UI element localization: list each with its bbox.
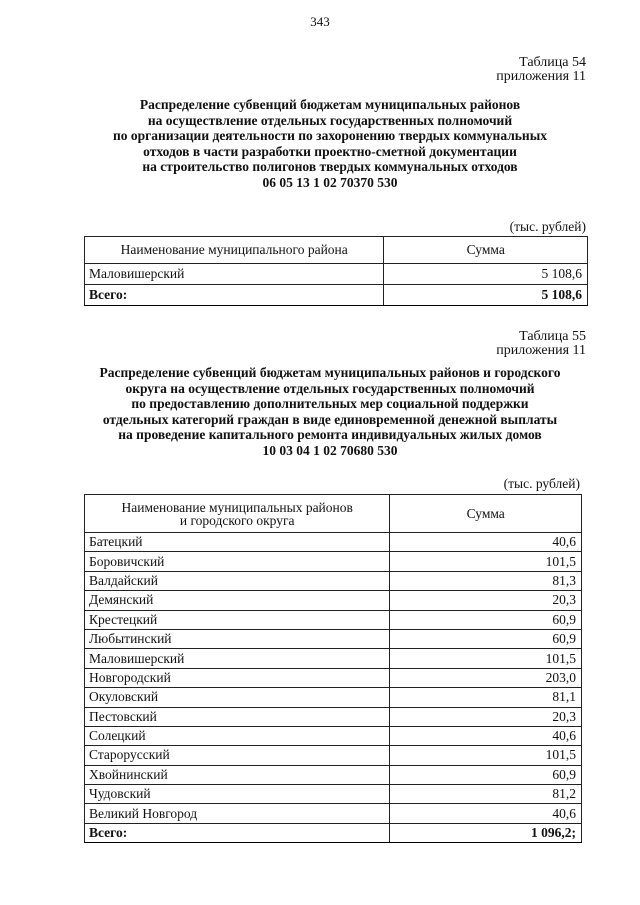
district-sum: 60,9 — [390, 629, 582, 648]
district-name: Боровичский — [85, 552, 390, 571]
title-line: отходов в части разработки проектно-сметной документации — [143, 143, 517, 159]
table-55-appendix: приложения 11 — [496, 343, 586, 358]
table-54-unit: (тыс. рублей) — [509, 219, 586, 234]
district-name: Чудовский — [85, 785, 390, 804]
district-sum: 20,3 — [390, 707, 582, 726]
table-row — [85, 629, 582, 648]
title-line: по организации деятельности по захоронению твердых коммунальных — [113, 128, 547, 144]
district-sum: 20,3 — [390, 591, 582, 610]
table-54 — [84, 236, 588, 306]
total-sum: 1 096,2; — [390, 823, 582, 842]
district-name: Любытинский — [85, 629, 390, 648]
header-name — [85, 495, 390, 533]
title-code: 10 03 04 1 02 70680 530 — [262, 442, 398, 458]
table-55-unit: (тыс. рублей) — [503, 476, 580, 491]
table-54-number: Таблица 54 — [519, 55, 586, 70]
district-sum: 60,9 — [390, 765, 582, 784]
table-54-appendix: приложения 11 — [496, 69, 586, 84]
table-row — [85, 765, 582, 784]
district-name: Маловишерский — [85, 264, 384, 285]
district-sum: 101,5 — [390, 746, 582, 765]
title-code: 06 05 13 1 02 70370 530 — [262, 174, 398, 190]
table-55-label — [496, 330, 586, 358]
district-name: Батецкий — [85, 533, 390, 552]
district-sum: 203,0 — [390, 668, 582, 687]
district-name: Хвойнинский — [85, 765, 390, 784]
header-name: Наименование муниципального района — [85, 237, 384, 264]
total-row — [85, 823, 582, 842]
district-sum: 60,9 — [390, 610, 582, 629]
total-sum: 5 108,6 — [384, 285, 588, 306]
title-line: Распределение субвенций бюджетам муниципальных районов и городского — [99, 365, 561, 380]
header-name-line: Наименование муниципальных районов — [121, 499, 353, 515]
district-name: Новгородский — [85, 668, 390, 687]
table-row — [85, 571, 582, 590]
page-number: 343 — [310, 14, 330, 29]
title-line: на строительство полигонов твердых коммунальных отходов — [142, 159, 518, 175]
title-line: по предоставлению дополнительных мер социальной поддержки — [131, 396, 529, 412]
table-row — [85, 785, 582, 804]
total-row — [85, 285, 588, 306]
district-sum: 40,6 — [390, 726, 582, 745]
table-row — [85, 688, 582, 707]
table-row — [85, 264, 588, 285]
district-name: Валдайский — [85, 571, 390, 590]
district-sum: 101,5 — [390, 552, 582, 571]
table-row — [85, 707, 582, 726]
total-label: Всего: — [85, 285, 384, 306]
table-row — [85, 533, 582, 552]
district-name: Пестовский — [85, 707, 390, 726]
district-name: Окуловский — [85, 688, 390, 707]
district-name: Старорусский — [85, 746, 390, 765]
table-55-title — [70, 365, 590, 459]
title-line: Распределение субвенций бюджетам муниципальных районов — [139, 97, 521, 112]
header-sum: Сумма — [390, 495, 582, 533]
table-header-row — [85, 495, 582, 533]
header-sum: Сумма — [384, 237, 588, 264]
district-sum: 81,1 — [390, 688, 582, 707]
district-sum: 40,6 — [390, 533, 582, 552]
table-row — [85, 746, 582, 765]
district-sum: 5 108,6 — [384, 264, 588, 285]
table-row — [85, 668, 582, 687]
district-sum: 101,5 — [390, 649, 582, 668]
district-name: Маловишерский — [85, 649, 390, 668]
title-line: на осуществление отдельных государственных полномочий — [147, 112, 513, 128]
table-55 — [84, 494, 582, 843]
district-name: Крестецкий — [85, 610, 390, 629]
table-row — [85, 804, 582, 823]
title-line: отдельных категорий граждан в виде единовременной денежной выплаты — [102, 411, 558, 427]
district-name: Великий Новгород — [85, 804, 390, 823]
table-header-row — [85, 237, 588, 264]
header-name-line: и городского округа — [179, 512, 295, 528]
title-line: округа на осуществление отдельных государственных полномочий — [125, 380, 535, 396]
total-label: Всего: — [85, 823, 390, 842]
table-55-number: Таблица 55 — [519, 329, 586, 344]
district-name: Демянский — [85, 591, 390, 610]
title-line: на проведение капитального ремонта индивидуальных жилых домов — [118, 427, 542, 443]
table-row — [85, 552, 582, 571]
table-row — [85, 726, 582, 745]
table-54-title — [70, 97, 590, 191]
table-54-label — [496, 56, 586, 84]
table-row — [85, 610, 582, 629]
table-row — [85, 591, 582, 610]
table-row — [85, 649, 582, 668]
district-sum: 81,3 — [390, 571, 582, 590]
district-sum: 40,6 — [390, 804, 582, 823]
district-sum: 81,2 — [390, 785, 582, 804]
district-name: Солецкий — [85, 726, 390, 745]
